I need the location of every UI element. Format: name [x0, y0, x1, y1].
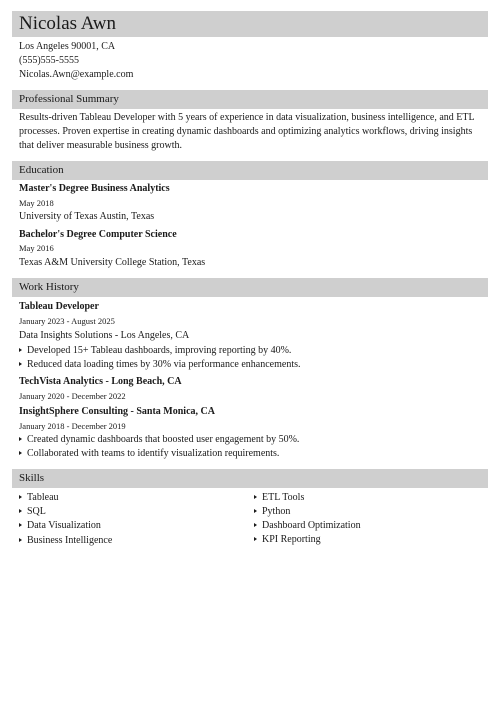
skill-item: Tableau	[19, 492, 59, 504]
bullet-icon	[19, 495, 22, 499]
job-dates: January 2023 - August 2025	[19, 316, 115, 326]
summary-text: Results-driven Tableau Developer with 5 years of experience in data visualization, business intelligence, and ETL processes. Proven expertise in creating dynamic dashboards and optimizing analytics workflows, driving insights that deliver measurable business growth.	[19, 112, 475, 151]
education-date: May 2018	[19, 198, 54, 208]
bullet-icon	[254, 509, 257, 513]
job-bullet: Developed 15+ Tableau dashboards, improving reporting by 40%.	[19, 345, 291, 357]
education-school: Texas A&M University College Station, Texas	[19, 257, 206, 268]
education-school: University of Texas Austin, Texas	[19, 211, 155, 222]
contact-address: Los Angeles 90001, CA	[19, 41, 116, 52]
job-dates: January 2020 - December 2022	[19, 391, 126, 401]
contact-email: Nicolas.Awn@example.com	[19, 69, 134, 80]
skill-item: Business Intelligence	[19, 535, 112, 547]
job-title: Tableau Developer	[19, 301, 99, 312]
education-degree: Master's Degree Business Analytics	[19, 183, 170, 194]
job-title: TechVista Analytics - Long Beach, CA	[19, 376, 182, 387]
job-bullet: Reduced data loading times by 30% via performance enhancements.	[19, 359, 301, 371]
bullet-icon	[19, 523, 22, 527]
contact-phone: (555)555-5555	[19, 55, 79, 66]
bullet-icon	[19, 437, 22, 441]
job-company: Data Insights Solutions - Los Angeles, CA	[19, 330, 190, 341]
education-degree: Bachelor's Degree Computer Science	[19, 229, 177, 240]
job-dates: January 2018 - December 2019	[19, 421, 126, 431]
bullet-icon	[254, 523, 257, 527]
candidate-name: Nicolas Awn	[12, 11, 488, 37]
bullet-icon	[19, 451, 22, 455]
skill-item: ETL Tools	[254, 492, 304, 504]
bullet-icon	[19, 509, 22, 513]
skill-item: Data Visualization	[19, 520, 101, 532]
skill-item: Dashboard Optimization	[254, 520, 361, 532]
section-header-skills: Skills	[12, 469, 488, 488]
skill-item: Python	[254, 506, 290, 518]
skill-item: KPI Reporting	[254, 534, 321, 546]
job-title: InsightSphere Consulting - Santa Monica, CA	[19, 406, 215, 417]
skill-item: SQL	[19, 506, 46, 518]
education-date: May 2016	[19, 243, 54, 253]
bullet-icon	[19, 538, 22, 542]
section-header-education: Education	[12, 161, 488, 180]
section-header-work-history: Work History	[12, 278, 488, 297]
bullet-icon	[254, 495, 257, 499]
job-bullet: Collaborated with teams to identify visualization requirements.	[19, 448, 279, 460]
bullet-icon	[19, 348, 22, 352]
bullet-icon	[19, 362, 22, 366]
job-bullet: Created dynamic dashboards that boosted user engagement by 50%.	[19, 434, 299, 446]
section-header-summary: Professional Summary	[12, 90, 488, 109]
bullet-icon	[254, 537, 257, 541]
